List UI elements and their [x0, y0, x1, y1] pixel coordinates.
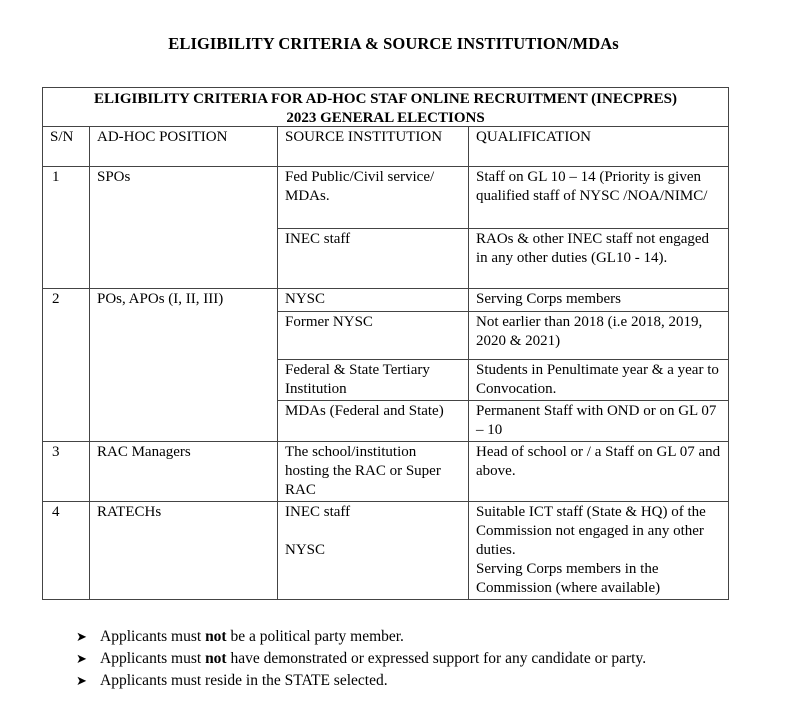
- bullet-text-before: Applicants must: [100, 650, 206, 667]
- bullet-emphasis: not: [205, 628, 227, 645]
- header-qualification: QUALIFICATION: [469, 127, 729, 167]
- row-qualification: RAOs & other INEC staff not engaged in any other duties (GL10 - 14).: [469, 229, 729, 289]
- eligibility-table: [42, 87, 729, 600]
- header-source: SOURCE INSTITUTION: [278, 127, 469, 167]
- table-header-row: [43, 127, 729, 167]
- qualification-line: Suitable ICT staff (State & HQ) of the Commission not engaged in any other duties.: [476, 504, 706, 558]
- qualification-line: Serving Corps members in the Commission (where available): [476, 561, 661, 596]
- row-source: Fed Public/Civil service/ MDAs.: [278, 167, 469, 229]
- source-line: INEC staff: [285, 504, 351, 520]
- row-qualification: [469, 167, 729, 229]
- row-source: Federal & State Tertiary Institution: [278, 360, 469, 401]
- row-sn: 2: [43, 289, 90, 442]
- row-source: INEC staff: [278, 229, 469, 289]
- table-caption-row: [43, 88, 729, 127]
- table-caption: [43, 88, 729, 127]
- table-caption-line2: 2023 GENERAL ELECTIONS: [286, 110, 485, 126]
- row-source: The school/institution hosting the RAC or Super RAC: [278, 442, 469, 502]
- qualification-line: qualified staff of NYSC /NOA/NIMC/: [476, 188, 708, 204]
- header-sn: S/N: [43, 127, 90, 167]
- document-title: ELIGIBILITY CRITERIA & SOURCE INSTITUTION/MDAs: [168, 34, 619, 53]
- table-row: [43, 167, 729, 229]
- header-position: AD-HOC POSITION: [90, 127, 278, 167]
- row-sn: 1: [43, 167, 90, 289]
- row-position: RAC Managers: [90, 442, 278, 502]
- bullet-text-after: be a political party member.: [226, 628, 404, 645]
- bullet-text-after: have demonstrated or expressed support for any candidate or party.: [226, 650, 647, 667]
- row-source: MDAs (Federal and State): [278, 401, 469, 442]
- row-qualification: [469, 502, 729, 600]
- bullet-text-before: Applicants must reside in the STATE selected.: [100, 672, 388, 689]
- qualification-line: Staff on GL 10 – 14 (Priority is given: [476, 169, 701, 185]
- table-row: [43, 289, 729, 312]
- row-qualification: Students in Penultimate year & a year to Convocation.: [469, 360, 729, 401]
- arrowhead-bullet-icon: ➤: [76, 629, 87, 644]
- table-row: [43, 502, 729, 600]
- table-caption-line1: ELIGIBILITY CRITERIA FOR AD-HOC STAF ONLINE RECRUITMENT (INECPRES): [94, 91, 678, 107]
- list-item: [76, 626, 646, 648]
- row-position: RATECHs: [90, 502, 278, 600]
- row-source: [278, 502, 469, 600]
- bullet-text-before: Applicants must: [100, 628, 206, 645]
- row-source: NYSC: [278, 289, 469, 312]
- arrowhead-bullet-icon: ➤: [76, 651, 87, 666]
- spacer: [285, 522, 464, 541]
- list-item: [76, 670, 646, 692]
- row-sn: 3: [43, 442, 90, 502]
- list-item: [76, 648, 646, 670]
- row-source: Former NYSC: [278, 312, 469, 360]
- row-qualification: Not earlier than 2018 (i.e 2018, 2019, 2020 & 2021): [469, 312, 729, 360]
- source-line: NYSC: [285, 542, 326, 558]
- bullet-emphasis: not: [205, 650, 227, 667]
- arrowhead-bullet-icon: ➤: [76, 673, 87, 688]
- row-position: SPOs: [90, 167, 278, 289]
- row-position: POs, APOs (I, II, III): [90, 289, 278, 442]
- row-qualification: Head of school or / a Staff on GL 07 and above.: [469, 442, 729, 502]
- row-qualification: Serving Corps members: [469, 289, 729, 312]
- table-row: [43, 442, 729, 502]
- row-sn: 4: [43, 502, 90, 600]
- requirements-list: [76, 626, 646, 692]
- row-qualification: Permanent Staff with OND or on GL 07 – 10: [469, 401, 729, 442]
